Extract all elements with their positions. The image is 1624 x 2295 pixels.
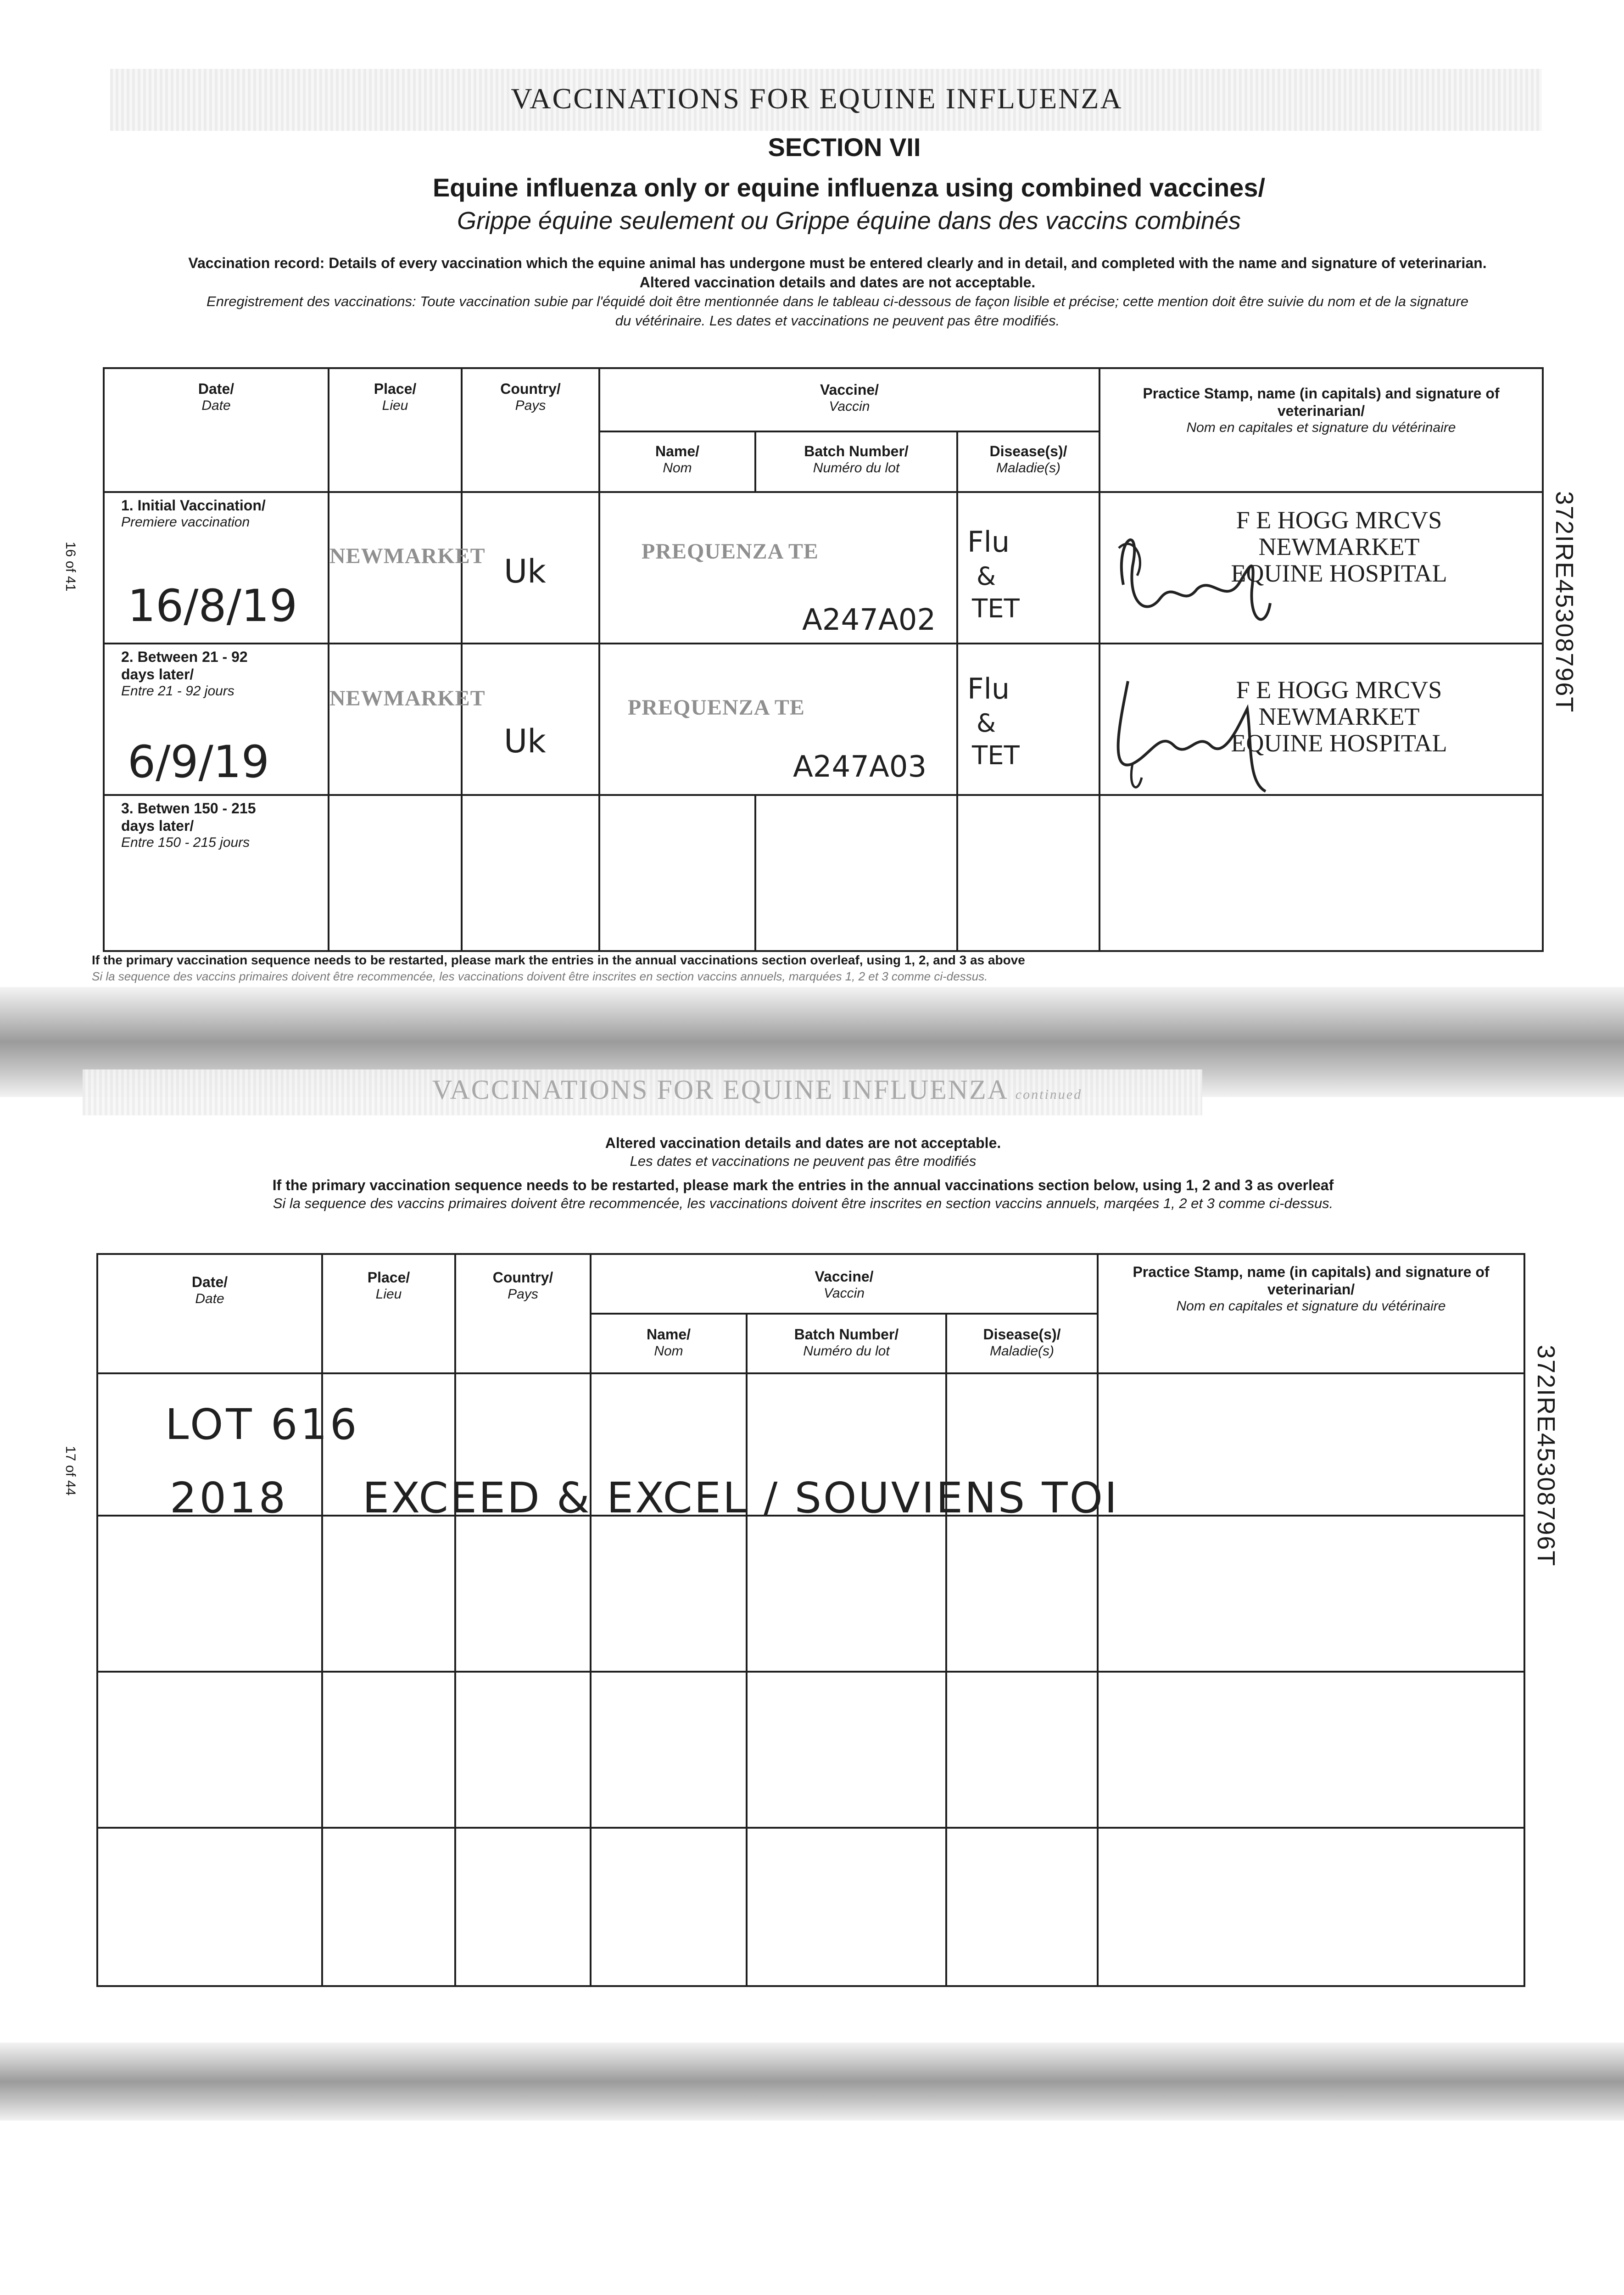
- row2-vet-stamp-cell: [1099, 644, 1543, 795]
- page1-banner-title: VACCINATIONS FOR EQUINE INFLUENZA: [511, 82, 1123, 115]
- row1-disease-cell: [957, 492, 1099, 644]
- header-vaccine: Vaccine/ Vaccin: [599, 368, 1099, 431]
- row2-disease-3: TET: [972, 741, 1020, 771]
- row1-batch-number: A247A02: [802, 603, 936, 637]
- row3-vet-stamp-cell: [1099, 795, 1543, 951]
- row3-vaccine-name-cell: [599, 795, 755, 951]
- row2-label-2: days later/: [121, 666, 194, 683]
- page1-vaccination-table: [103, 367, 1544, 952]
- page1-subtitle-en: Equine influenza only or equine influenza using combined vaccines/: [432, 173, 1266, 202]
- header-date: Date/ Date: [104, 368, 329, 492]
- row1-disease-1: Flu: [967, 525, 1010, 559]
- row1-place: NEWMARKET: [329, 544, 486, 568]
- note-altered: Altered vaccination details and dates are not acceptable.: [605, 1135, 1001, 1151]
- page1-instructions: [115, 253, 1560, 330]
- p2-lot-number: LOT 616: [165, 1400, 360, 1449]
- table-row: [104, 644, 1543, 795]
- row3-label: 3. Betwen 150 - 215: [121, 800, 256, 817]
- page1-side-code: 372IRE45308796T: [1551, 491, 1578, 713]
- instruction-fr: Enregistrement des vaccinations: Toute vaccination subie par l'équidé doit être mentionnée dans le tableau ci-dessous de façon lisible et précise; cette mention doit être suivie du nom et de la signature: [206, 293, 1468, 309]
- header-place: Place/ Lieu: [329, 368, 462, 492]
- page1-section-title: SECTION VII: [768, 133, 921, 162]
- page1-footnote-fr: Si la sequence des vaccins primaires doivent être recommencée, les vaccinations doivent être inscrites en section vaccins annuels, marquées 1, 2 et 3 comme ci-dessus.: [92, 969, 988, 983]
- header-disease: Disease(s)/ Maladie(s): [957, 431, 1099, 492]
- page2-notes: [115, 1134, 1491, 1213]
- header-practice-stamp: Practice Stamp, name (in capitals) and signature of veterinarian/ Nom en capitales et signature du vétérinaire: [1099, 368, 1543, 492]
- instruction-en-2: Altered vaccination details and dates are not acceptable.: [639, 274, 1036, 291]
- row2-place-cell: [329, 644, 486, 795]
- row1-place-cell: [329, 492, 486, 644]
- row2-country-cell: [462, 644, 599, 795]
- page2-vaccination-table: [96, 1253, 1525, 1987]
- row3-place-cell: [329, 795, 462, 951]
- row3-disease-cell: [957, 795, 1099, 951]
- row2-place: NEWMARKET: [329, 686, 486, 711]
- p2-header-place: Place/ Lieu: [322, 1254, 455, 1373]
- scan-bottom-band: [0, 2043, 1624, 2121]
- row3-date-cell: [104, 795, 329, 951]
- row2-label: 2. Between 21 - 92: [121, 649, 248, 665]
- page1-subtitle-fr: Grippe équine seulement ou Grippe équine dans des vaccins combinés: [457, 207, 1241, 235]
- table-row: [97, 1516, 1524, 1672]
- p2-year: 2018: [170, 1473, 289, 1523]
- header-batch-number: Batch Number/ Numéro du lot: [755, 431, 957, 492]
- p2-header-vaccine: Vaccine/ Vaccin: [591, 1254, 1098, 1314]
- row2-date-cell: [104, 644, 329, 795]
- row2-disease-1: Flu: [967, 672, 1010, 705]
- row2-vet-stamp: F E HOGG MRCVS NEWMARKET EQUINE HOSPITAL: [1231, 676, 1447, 757]
- row2-vaccine-cell: [599, 644, 957, 795]
- p2-header-date: Date/ Date: [97, 1254, 322, 1373]
- row3-label-2: days later/: [121, 817, 194, 834]
- row1-country-cell: [462, 492, 599, 644]
- p2-row1-stamp-cell: [1098, 1373, 1524, 1516]
- row1-disease-3: TET: [972, 594, 1020, 624]
- p2-header-country: Country/ Pays: [455, 1254, 591, 1373]
- p2-header-vaccine-name: Name/ Nom: [591, 1314, 747, 1373]
- row1-date-cell: [104, 492, 329, 644]
- row2-date: 6/9/19: [128, 736, 269, 788]
- row1-label-fr: Premiere vaccination: [121, 515, 250, 530]
- p2-header-batch-number: Batch Number/ Numéro du lot: [747, 1314, 946, 1373]
- table-row: [97, 1828, 1524, 1986]
- row2-label-fr: Entre 21 - 92 jours: [121, 683, 234, 699]
- p2-header-practice-stamp: Practice Stamp, name (in capitals) and signature of veterinarian/ Nom en capitales et signature du vétérinaire: [1098, 1254, 1524, 1373]
- page1-footnote-en: If the primary vaccination sequence needs to be restarted, please mark the entries in the annual vaccinations section overleaf, using 1, 2, and 3 as above: [92, 953, 1025, 967]
- row2-country: Uk: [504, 722, 546, 760]
- row2-disease-2: &: [977, 709, 996, 738]
- row3-label-fr: Entre 150 - 215 jours: [121, 835, 250, 850]
- row2-disease-cell: [957, 644, 1099, 795]
- note-restart: If the primary vaccination sequence needs to be restarted, please mark the entries in the annual vaccinations section below, using 1, 2 and 3 as overleaf: [272, 1177, 1334, 1193]
- row1-disease-2: &: [977, 562, 996, 591]
- page2-banner-title: VACCINATIONS FOR EQUINE INFLUENZA continued: [432, 1075, 1083, 1105]
- page2-banner-suffix: continued: [1015, 1087, 1083, 1102]
- row3-batch-cell: [755, 795, 957, 951]
- row1-vet-stamp: F E HOGG MRCVS NEWMARKET EQUINE HOSPITAL: [1231, 506, 1447, 587]
- table-row: [97, 1672, 1524, 1828]
- header-vaccine-name: Name/ Nom: [599, 431, 755, 492]
- note-altered-fr: Les dates et vaccinations ne peuvent pas être modifiés: [630, 1153, 977, 1169]
- row1-date: 16/8/19: [128, 580, 298, 632]
- p2-horse-line: EXCEED & EXCEL / SOUVIENS TOI: [363, 1473, 1119, 1523]
- row1-label: 1. Initial Vaccination/: [121, 497, 266, 514]
- row2-vaccine-name: PREQUENZA TE: [628, 695, 805, 720]
- table-row: [104, 492, 1543, 644]
- page2-page-number: 17 of 44: [63, 1446, 78, 1496]
- row1-vet-stamp-cell: [1099, 492, 1543, 644]
- row1-vaccine-name: PREQUENZA TE: [642, 539, 819, 564]
- header-country: Country/ Pays: [462, 368, 599, 492]
- row3-country-cell: [462, 795, 599, 951]
- table-row: [104, 795, 1543, 951]
- instruction-fr-2: du vétérinaire. Les dates et vaccinations ne peuvent pas être modifiés.: [615, 313, 1060, 329]
- row1-vaccine-cell: [599, 492, 957, 644]
- row1-country: Uk: [504, 553, 546, 590]
- note-restart-fr: Si la sequence des vaccins primaires doivent être recommencée, les vaccinations doivent être inscrites en section vaccins annuels, marqées 1, 2 et 3 comme ci-dessus.: [273, 1195, 1334, 1211]
- row2-batch-number: A247A03: [793, 750, 927, 784]
- instruction-en: Vaccination record: Details of every vaccination which the equine animal has undergone must be entered clearly and in detail, and completed with the name and signature of veterinarian.: [188, 255, 1487, 271]
- page2-side-code: 372IRE45308796T: [1532, 1345, 1560, 1567]
- p2-header-disease: Disease(s)/ Maladie(s): [946, 1314, 1098, 1373]
- page1-page-number: 16 of 41: [63, 542, 78, 592]
